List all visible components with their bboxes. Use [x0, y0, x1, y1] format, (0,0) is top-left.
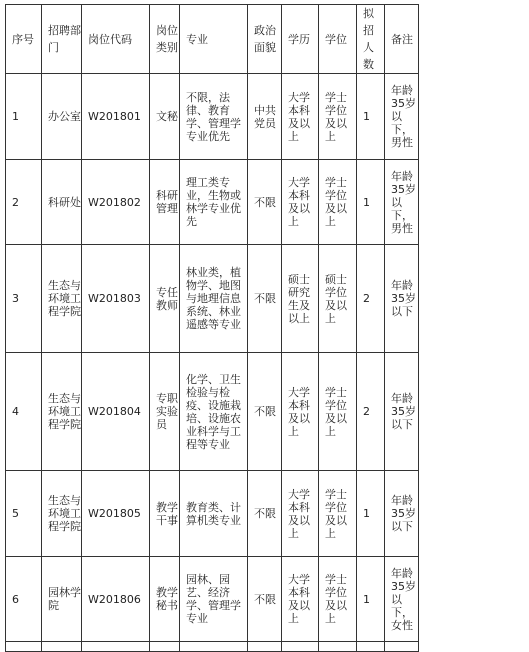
header-category: 岗位类别 [150, 5, 180, 74]
table-row [6, 74, 419, 160]
cell-political: 不限 [248, 353, 282, 471]
cell-degree: 学士学位及以上 [319, 471, 357, 557]
cell-note: 年龄35岁以下，女性 [385, 557, 419, 642]
cell-empty [319, 642, 357, 652]
cell-political: 不限 [248, 557, 282, 642]
cell-degree: 学士学位及以上 [319, 557, 357, 642]
cell-note: 年龄35岁以下，男性 [385, 160, 419, 245]
cell-dept: 生态与环境工程学院 [42, 353, 82, 471]
cell-dept: 生态与环境工程学院 [42, 245, 82, 353]
cell-note: 年龄35岁以下 [385, 245, 419, 353]
cell-education: 大学本科及以上 [282, 74, 319, 160]
cell-category: 文秘 [150, 74, 180, 160]
cell-count: 1 [357, 557, 385, 642]
cell-degree: 学士学位及以上 [319, 74, 357, 160]
cell-seq: 1 [6, 74, 42, 160]
cell-note: 年龄35岁以下 [385, 471, 419, 557]
cell-empty [150, 642, 180, 652]
cell-dept: 科研处 [42, 160, 82, 245]
cell-major: 教育类、计算机类专业 [180, 471, 248, 557]
cell-code: W201804 [82, 353, 150, 471]
header-major: 专业 [180, 5, 248, 74]
cell-dept: 园林学院 [42, 557, 82, 642]
cell-seq: 6 [6, 557, 42, 642]
cell-category: 教学秘书 [150, 557, 180, 642]
cell-political: 不限 [248, 160, 282, 245]
cell-code: W201805 [82, 471, 150, 557]
table-row [6, 160, 419, 245]
header-political: 政治面貌 [248, 5, 282, 74]
cell-major: 理工类专业，生物或林学专业优先 [180, 160, 248, 245]
header-seq: 序号 [6, 5, 42, 74]
cell-count: 1 [357, 74, 385, 160]
cell-code: W201803 [82, 245, 150, 353]
cell-education: 硕士研究生及以上 [282, 245, 319, 353]
cell-category: 教学干事 [150, 471, 180, 557]
cell-seq: 5 [6, 471, 42, 557]
cell-count: 1 [357, 160, 385, 245]
header-education: 学历 [282, 5, 319, 74]
header-code: 岗位代码 [82, 5, 150, 74]
cell-dept: 生态与环境工程学院 [42, 471, 82, 557]
cell-degree: 学士学位及以上 [319, 353, 357, 471]
cell-count: 1 [357, 471, 385, 557]
cell-note: 年龄35岁以下 [385, 353, 419, 471]
cell-empty [42, 642, 82, 652]
table-header-row [6, 5, 419, 74]
cell-code: W201806 [82, 557, 150, 642]
cell-empty [6, 642, 42, 652]
cell-category: 科研管理 [150, 160, 180, 245]
recruitment-table [5, 4, 419, 652]
cell-code: W201802 [82, 160, 150, 245]
table-row [6, 245, 419, 353]
cell-major: 不限，法律、教育学、管理学专业优先 [180, 74, 248, 160]
cell-political: 不限 [248, 471, 282, 557]
cell-political: 中共党员 [248, 74, 282, 160]
cell-education: 大学本科及以上 [282, 353, 319, 471]
cell-empty [357, 642, 385, 652]
cell-major: 林业类，植物学、地图与地理信息系统、林业遥感等专业 [180, 245, 248, 353]
cell-major: 化学、卫生检验与检疫、设施栽培、设施农业科学与工程等专业 [180, 353, 248, 471]
cell-education: 大学本科及以上 [282, 160, 319, 245]
header-count: 拟招人数 [357, 5, 385, 74]
table-row [6, 353, 419, 471]
cell-seq: 3 [6, 245, 42, 353]
cell-degree: 硕士学位及以上 [319, 245, 357, 353]
header-degree: 学位 [319, 5, 357, 74]
cell-degree: 学士学位及以上 [319, 160, 357, 245]
cell-category: 专任教师 [150, 245, 180, 353]
cell-seq: 4 [6, 353, 42, 471]
cell-empty [180, 642, 248, 652]
cell-empty [248, 642, 282, 652]
cell-count: 2 [357, 353, 385, 471]
cell-code: W201801 [82, 74, 150, 160]
recruitment-table-container [5, 4, 419, 652]
cell-political: 不限 [248, 245, 282, 353]
cell-education: 大学本科及以上 [282, 557, 319, 642]
cell-empty [385, 642, 419, 652]
cell-empty [282, 642, 319, 652]
cell-seq: 2 [6, 160, 42, 245]
cell-empty [82, 642, 150, 652]
table-row [6, 471, 419, 557]
cell-major: 园林、园艺、经济学、管理学专业 [180, 557, 248, 642]
cell-dept: 办公室 [42, 74, 82, 160]
cell-note: 年龄35岁以下，男性 [385, 74, 419, 160]
header-note: 备注 [385, 5, 419, 74]
cell-count: 2 [357, 245, 385, 353]
table-row-partial [6, 642, 419, 652]
cell-category: 专职实验员 [150, 353, 180, 471]
header-dept: 招聘部门 [42, 5, 82, 74]
cell-education: 大学本科及以上 [282, 471, 319, 557]
table-row [6, 557, 419, 642]
